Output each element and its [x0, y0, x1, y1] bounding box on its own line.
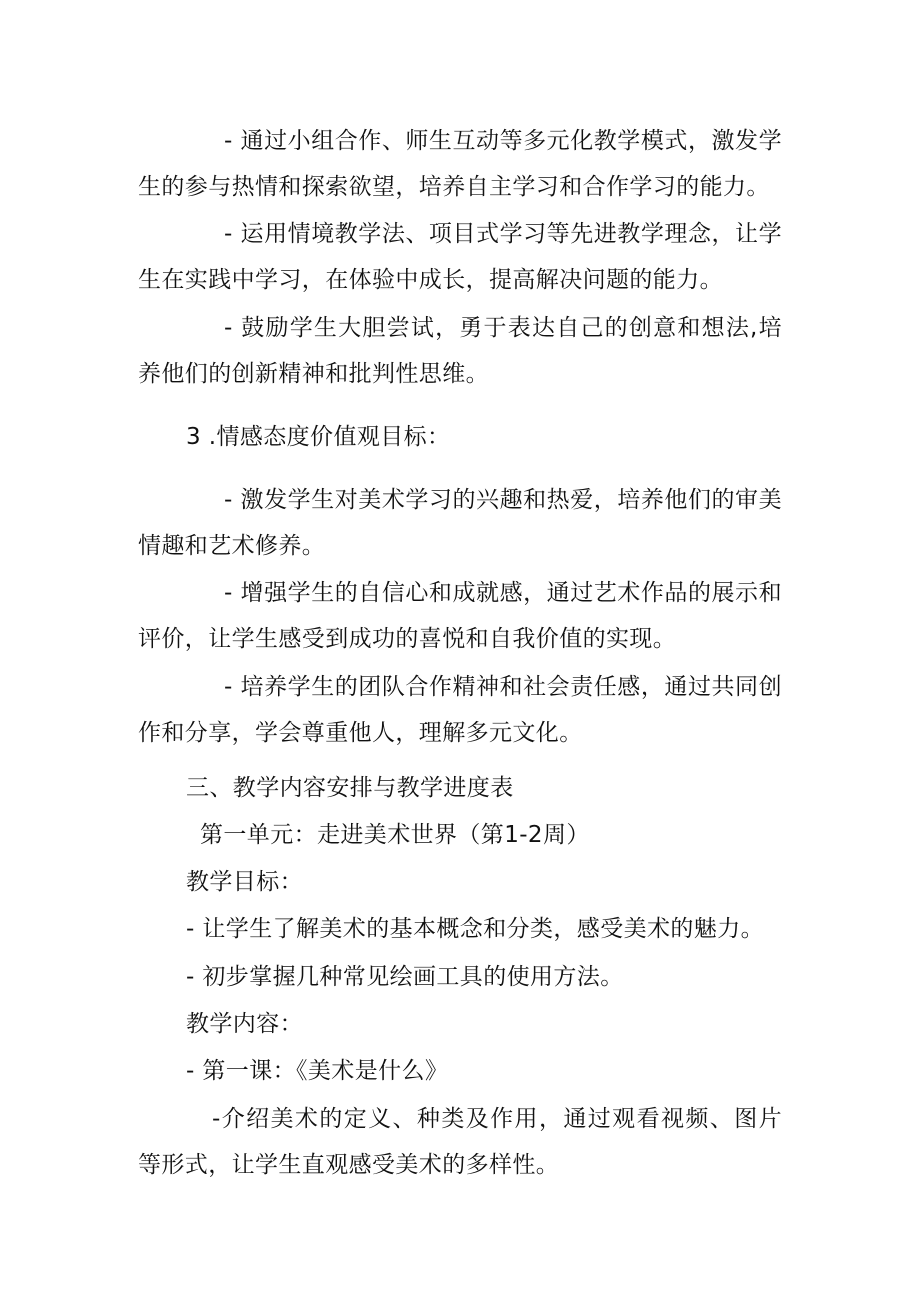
heading-section-three: 三、教学内容安排与教学进度表	[186, 775, 514, 801]
paragraph-lesson-one-intro: -介绍美术的定义、种类及作用，通过观看视频、图片等形式，让学生直观感受美术的多样性。	[138, 1106, 782, 1178]
paragraph-interest-aesthetics: - 激发学生对美术学习的兴趣和热爱，培养他们的审美情趣和艺术修养。	[138, 487, 782, 559]
heading-emotion-goals: 3 .情感态度价值观目标：	[186, 424, 451, 450]
paragraph-confidence: - 增强学生的自信心和成就感，通过艺术作品的展示和评价，让学生感受到成功的喜悦和自我价值的实现。	[138, 580, 782, 652]
goal-item-tools: - 初步掌握几种常见绘画工具的使用方法。	[186, 964, 624, 990]
paragraph-teamwork: - 培养学生的团队合作精神和社会责任感，通过共同创作和分享，学会尊重他人，理解多元文化。	[138, 674, 782, 746]
label-teaching-goals: 教学目标：	[186, 869, 303, 895]
lesson-one-title: - 第一课：《美术是什么》	[186, 1058, 449, 1084]
heading-unit-one: 第一单元：走进美术世界（第1-2周）	[200, 822, 590, 848]
paragraph-situational-teaching: - 运用情境教学法、项目式学习等先进教学理念，让学生在实践中学习，在体验中成长，提高解决问题的能力。	[138, 221, 782, 293]
paragraph-teaching-mode: - 通过小组合作、师生互动等多元化教学模式，激发学生的参与热情和探索欲望，培养自主学习和合作学习的能力。	[138, 128, 782, 200]
label-teaching-content: 教学内容：	[186, 1011, 303, 1037]
goal-item-concepts: - 让学生了解美术的基本概念和分类，感受美术的魅力。	[186, 916, 765, 942]
paragraph-encourage-attempts: - 鼓励学生大胆尝试，勇于表达自己的创意和想法,培养他们的创新精神和批判性思维。	[138, 315, 782, 387]
